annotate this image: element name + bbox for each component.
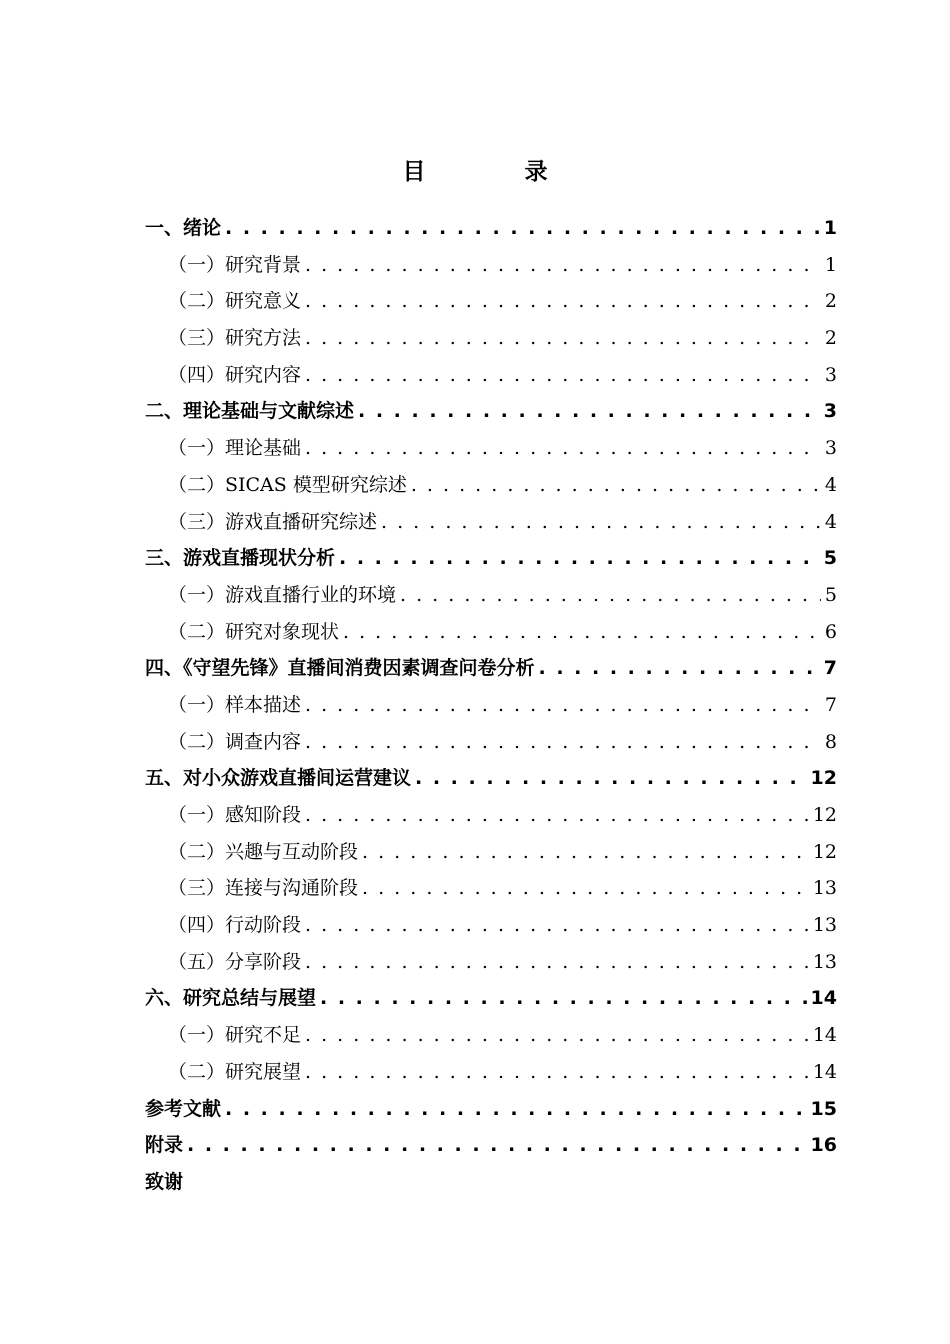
toc-page-number: 3 <box>823 400 837 423</box>
toc-label: （一）理论基础 <box>168 437 302 460</box>
toc-page-number: 3 <box>824 363 837 386</box>
toc-label: （一）感知阶段 <box>168 804 302 826</box>
toc-label: （一）研究背景 <box>168 253 302 276</box>
toc-entry[interactable] <box>145 577 837 614</box>
page-title: 目 录 <box>402 159 586 185</box>
toc-label: （一）样本描述 <box>168 693 302 716</box>
toc-page-number: 2 <box>824 327 837 350</box>
dot-leader <box>362 834 809 871</box>
dot-leader <box>358 393 820 430</box>
toc-label: 致谢 <box>145 1170 184 1193</box>
toc-page-number: 7 <box>824 693 837 716</box>
dot-leader <box>381 504 821 541</box>
toc-label: （四）研究内容 <box>168 363 302 386</box>
toc-page-number: 2 <box>824 290 837 313</box>
toc-page-number: 6 <box>824 620 837 643</box>
toc-entry[interactable] <box>145 1091 837 1128</box>
dot-leader <box>362 870 809 907</box>
toc-entry[interactable] <box>145 1054 837 1091</box>
toc-entry[interactable] <box>145 1017 837 1054</box>
toc-label: 附录 <box>145 1134 184 1157</box>
toc-label: （四）行动阶段 <box>168 914 302 937</box>
toc-entry[interactable] <box>145 320 837 357</box>
toc-page-number: 14 <box>812 1060 837 1083</box>
toc-label: 一、绪论 <box>145 217 222 239</box>
toc-page-number: 7 <box>823 657 837 680</box>
toc-entry[interactable] <box>145 980 837 1017</box>
toc-label: （一）游戏直播行业的环境 <box>168 583 397 606</box>
toc-label: （二）研究意义 <box>168 290 302 313</box>
toc-label: （二）研究对象现状 <box>168 620 340 643</box>
dot-leader <box>305 1054 809 1091</box>
toc-page-number: 12 <box>812 804 837 826</box>
toc-entry[interactable] <box>145 797 837 834</box>
toc-page-number: 15 <box>810 1097 837 1120</box>
toc-entry[interactable] <box>145 1164 837 1201</box>
dot-leader <box>225 1091 807 1128</box>
toc-page-number: 4 <box>824 473 837 496</box>
toc-entry[interactable] <box>145 870 837 907</box>
toc-label: 六、研究总结与展望 <box>145 987 317 1010</box>
toc-entry[interactable] <box>145 210 837 247</box>
dot-leader <box>539 650 820 687</box>
toc-label: （一）研究不足 <box>168 1024 302 1047</box>
toc-page-number: 13 <box>812 877 837 900</box>
dot-leader <box>305 687 821 724</box>
toc-label: （二）SICAS 模型研究综述 <box>168 473 407 496</box>
toc-page-number: 8 <box>824 730 837 753</box>
dot-leader <box>305 247 821 284</box>
toc-label: （三）游戏直播研究综述 <box>168 510 378 533</box>
toc-label: 二、理论基础与文献综述 <box>145 400 355 423</box>
toc-entry[interactable] <box>145 540 837 577</box>
toc-page-number: 3 <box>824 437 837 460</box>
toc-page-number: 14 <box>812 1024 837 1047</box>
toc-label: （五）分享阶段 <box>168 950 302 973</box>
dot-leader <box>305 357 821 394</box>
toc-entry[interactable] <box>145 504 837 541</box>
toc-label: （三）连接与沟通阶段 <box>168 877 359 900</box>
toc-label: （二）兴趣与互动阶段 <box>168 840 359 863</box>
toc-entry[interactable] <box>145 687 837 724</box>
toc-entry[interactable] <box>145 247 837 284</box>
dot-leader <box>411 467 821 504</box>
toc-page-number: 13 <box>812 914 837 937</box>
dot-leader <box>320 980 807 1017</box>
toc-entry[interactable] <box>145 467 837 504</box>
dot-leader <box>339 540 820 577</box>
toc-entry[interactable] <box>145 760 837 797</box>
table-of-contents <box>145 210 837 1201</box>
toc-page-number: 12 <box>810 767 837 790</box>
dot-leader <box>305 724 821 761</box>
toc-entry[interactable] <box>145 357 837 394</box>
toc-page-number: 13 <box>812 950 837 973</box>
toc-label: （二）调查内容 <box>168 730 302 753</box>
toc-entry[interactable] <box>145 650 837 687</box>
toc-page-number: 16 <box>810 1134 837 1157</box>
toc-entry[interactable] <box>145 724 837 761</box>
dot-leader <box>187 1127 807 1164</box>
dot-leader <box>305 283 821 320</box>
toc-page-number: 5 <box>824 583 837 606</box>
toc-entry[interactable] <box>145 614 837 651</box>
toc-label: 三、游戏直播现状分析 <box>145 547 336 570</box>
dot-leader <box>305 907 809 944</box>
dot-leader <box>305 430 821 467</box>
toc-entry[interactable] <box>145 907 837 944</box>
toc-label: 四、《守望先锋》直播间消费因素调查问卷分析 <box>145 657 535 680</box>
toc-page-number: 1 <box>823 217 837 239</box>
toc-label: 参考文献 <box>145 1097 222 1120</box>
toc-page-number: 4 <box>824 510 837 533</box>
toc-page-number: 12 <box>812 840 837 863</box>
dot-leader <box>305 320 821 357</box>
toc-label: 五、对小众游戏直播间运营建议 <box>145 767 412 790</box>
dot-leader <box>415 760 807 797</box>
toc-entry[interactable] <box>145 430 837 467</box>
toc-page-number: 14 <box>810 987 837 1010</box>
toc-label: （三）研究方法 <box>168 327 302 350</box>
dot-leader <box>305 797 809 834</box>
toc-entry[interactable] <box>145 1127 837 1164</box>
dot-leader <box>400 577 821 614</box>
dot-leader <box>343 614 821 651</box>
toc-label: （二）研究展望 <box>168 1060 302 1083</box>
toc-page-number: 5 <box>823 547 837 570</box>
dot-leader <box>305 944 809 981</box>
dot-leader <box>305 1017 809 1054</box>
toc-entry[interactable] <box>145 393 837 430</box>
toc-entry[interactable] <box>145 834 837 871</box>
toc-page-number: 1 <box>824 253 837 276</box>
toc-entry[interactable] <box>145 283 837 320</box>
dot-leader <box>225 210 820 247</box>
toc-entry[interactable] <box>145 944 837 981</box>
